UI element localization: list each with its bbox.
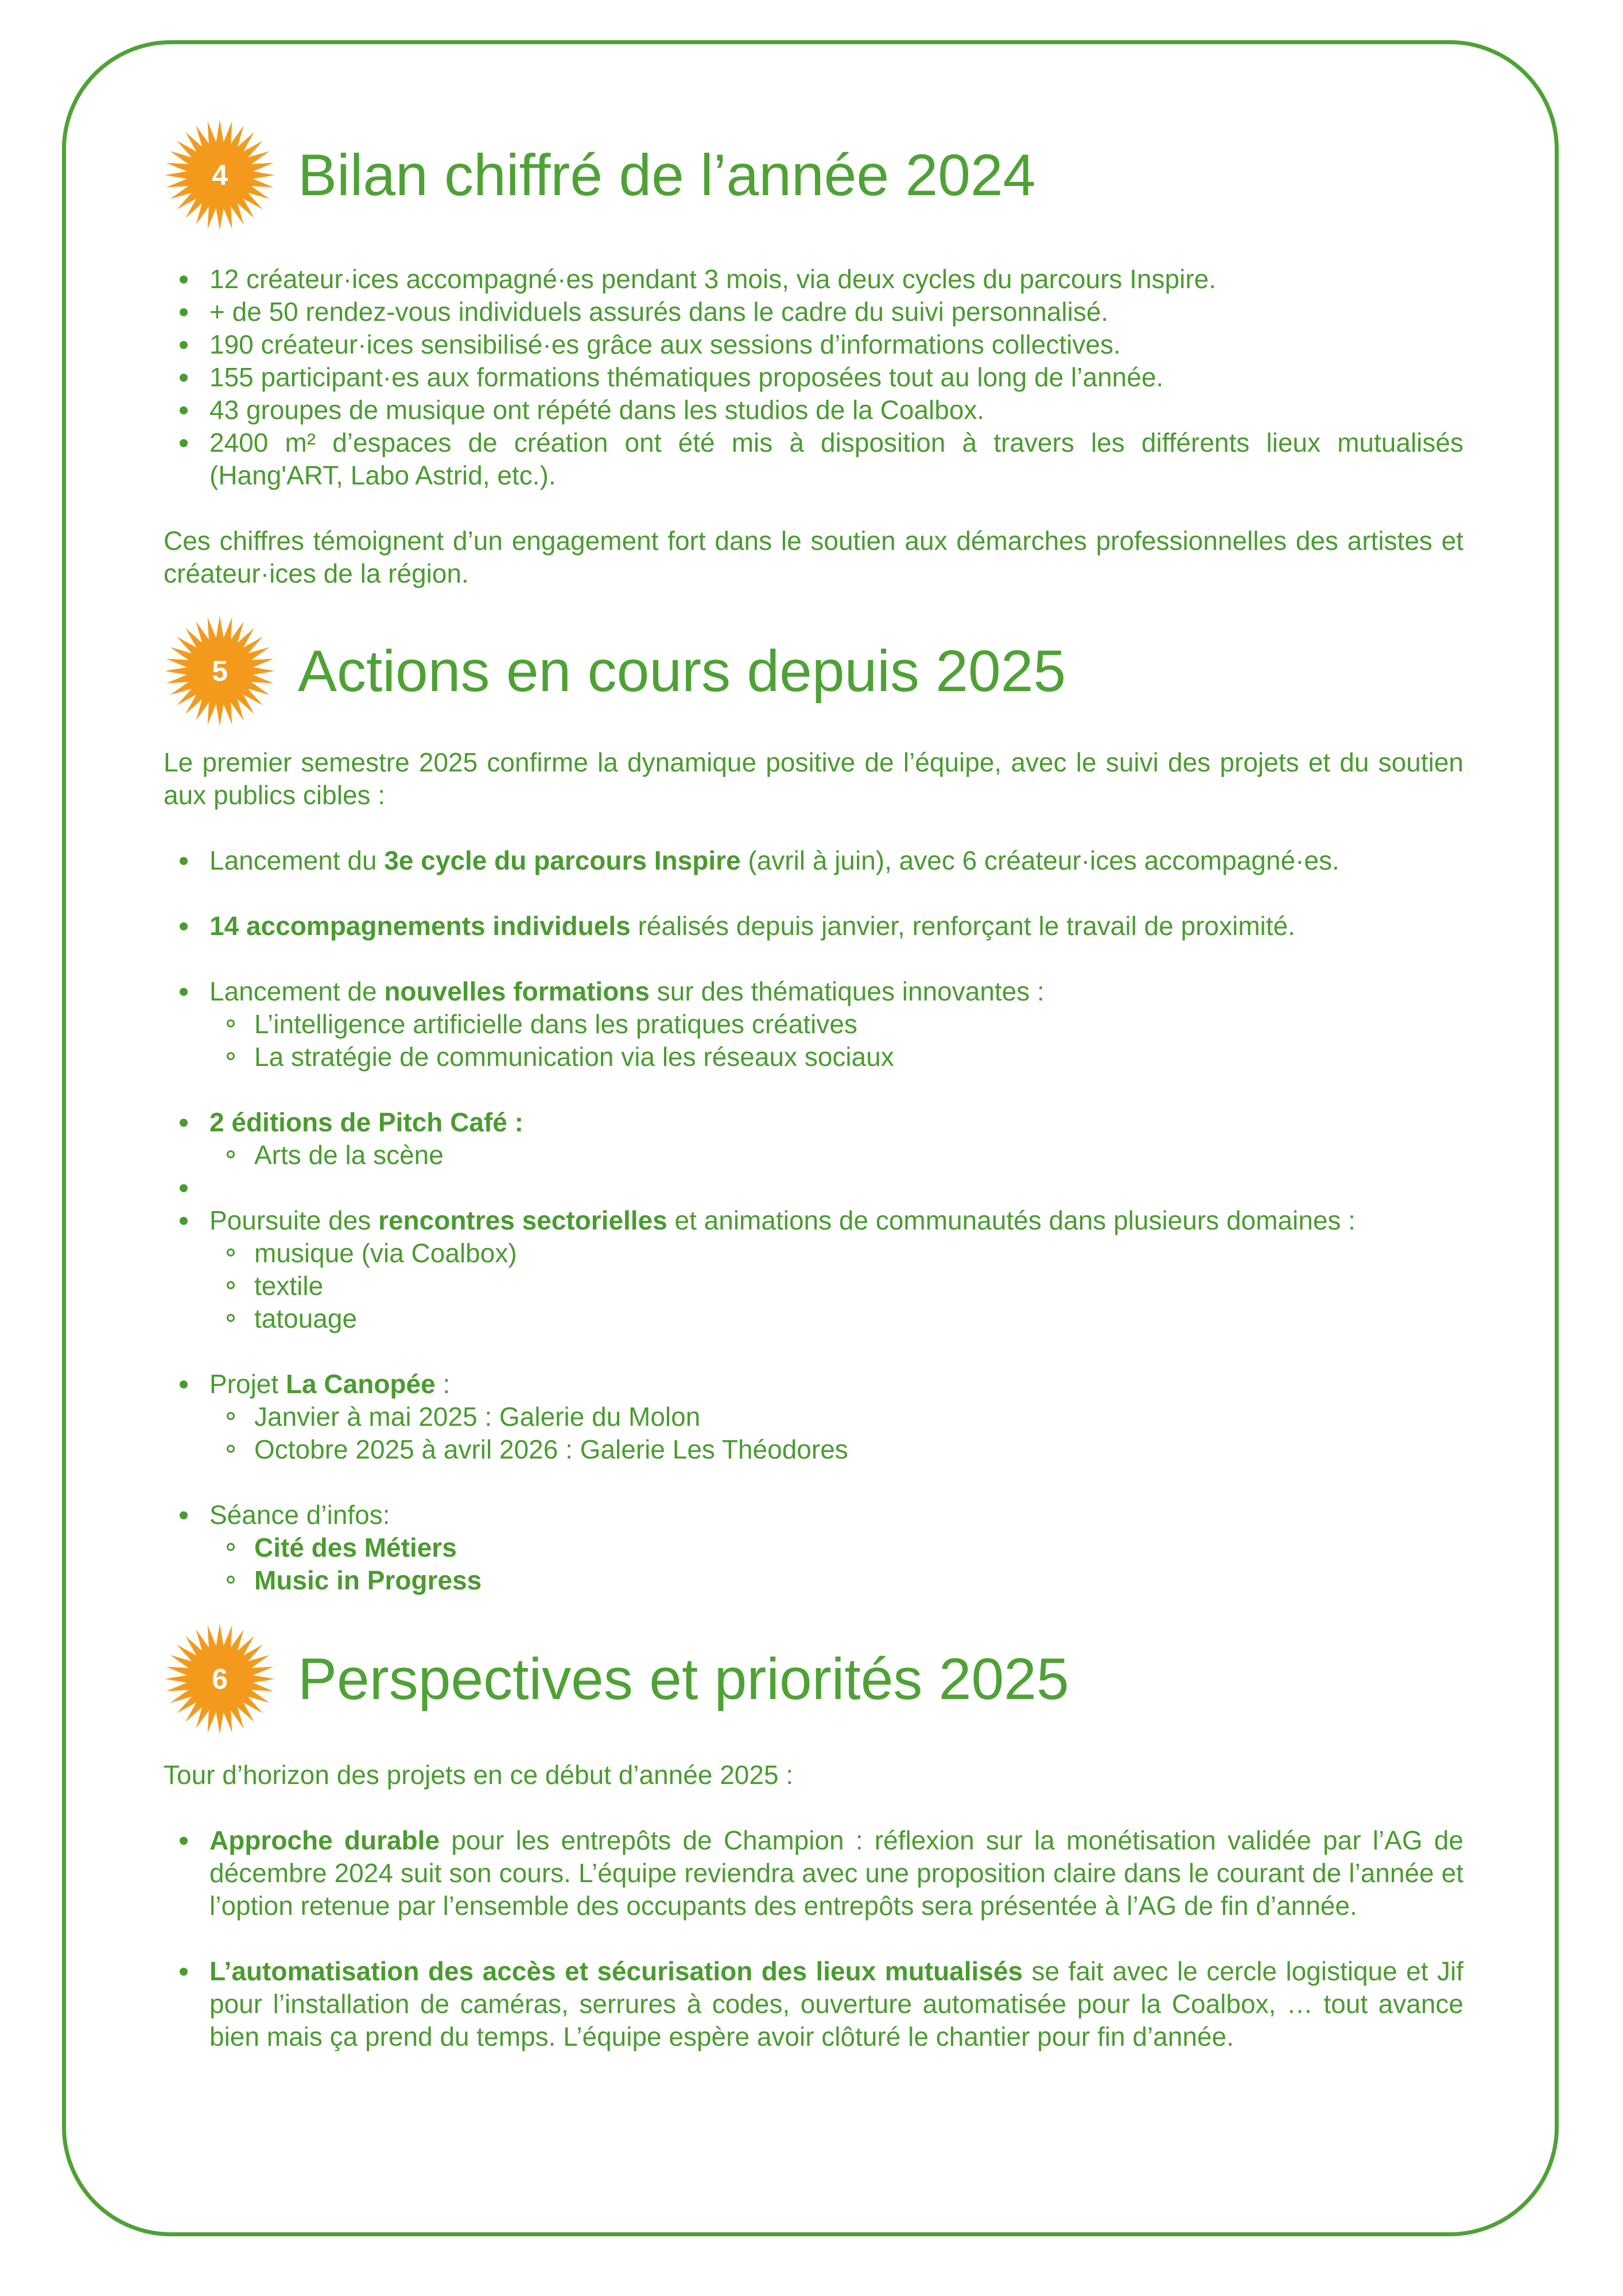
sub-list-item: Arts de la scène bbox=[254, 1139, 1463, 1172]
sub-list-item: L’intelligence artificielle dans les pratiques créatives bbox=[254, 1008, 1463, 1041]
section-6-header bbox=[162, 1619, 1463, 1739]
section-number: 6 bbox=[212, 1663, 228, 1695]
intro-paragraph: Le premier semestre 2025 confirme la dynamique positive de l’équipe, avec le suivi des projets et du soutien aux publics cibles : bbox=[164, 747, 1463, 810]
sub-list-item: Music in Progress bbox=[254, 1564, 1463, 1597]
sub-list-item: Octobre 2025 à avril 2026 : Galerie Les Théodores bbox=[254, 1433, 1463, 1466]
sun-badge-icon bbox=[162, 118, 277, 232]
list-item: 14 accompagnements individuels réalisés depuis janvier, renforçant le travail de proximité. bbox=[209, 910, 1463, 943]
sub-list bbox=[209, 1008, 1463, 1073]
sub-list-item: musique (via Coalbox) bbox=[254, 1237, 1463, 1270]
section-title: Perspectives et priorités 2025 bbox=[298, 1646, 1069, 1712]
section-title: Bilan chiffré de l’année 2024 bbox=[298, 142, 1036, 208]
list-item: L’automatisation des accès et sécurisation des lieux mutualisés se fait avec le cercle logistique et Jif pour l’installation de caméras, serrures à codes, ouverture automatisée pour la Coalbox, … tout avance bien mais ça prend du temps. L’équipe espère avoir clôturé le chantier pour fin d’année. bbox=[209, 1955, 1463, 2053]
sub-list bbox=[209, 1401, 1463, 1466]
section-number: 5 bbox=[212, 655, 228, 687]
list-item: Poursuite des rencontres sectorielles et animations de communautés dans plusieurs domaines : musique (via Coalbox) textile tatouage bbox=[209, 1204, 1463, 1335]
sub-list-item: Cité des Métiers bbox=[254, 1531, 1463, 1564]
list-item: Lancement du 3e cycle du parcours Inspire (avril à juin), avec 6 créateur·ices accompagné·es. bbox=[209, 844, 1463, 877]
list-item: 155 participant·es aux formations thématiques proposées tout au long de l’année. bbox=[209, 361, 1463, 394]
actions-list bbox=[164, 844, 1463, 1597]
sub-list bbox=[209, 1139, 1463, 1172]
page-content bbox=[164, 115, 1463, 2053]
section-4-header bbox=[162, 115, 1463, 235]
sub-list bbox=[209, 1531, 1463, 1597]
list-item: 2400 m² d’espaces de création ont été mis à disposition à travers les différents lieux mutualisés (Hang'ART, Labo Astrid, etc.). bbox=[209, 426, 1463, 492]
list-item: + de 50 rendez-vous individuels assurés dans le cadre du suivi personnalisé. bbox=[209, 296, 1463, 328]
sub-list-item: textile bbox=[254, 1270, 1463, 1302]
section-title: Actions en cours depuis 2025 bbox=[298, 638, 1066, 704]
priorities-list bbox=[164, 1824, 1463, 2053]
conclusion-paragraph: Ces chiffres témoignent d’un engagement fort dans le soutien aux démarches professionnelles des artistes et créateur·ices de la région. bbox=[164, 526, 1463, 588]
list-item: Séance d’infos: Cité des Métiers Music in Progress bbox=[209, 1499, 1463, 1597]
list-item: Lancement de nouvelles formations sur des thématiques innovantes : L’intelligence artificielle dans les pratiques créatives La stratégie de communication via les réseaux sociaux bbox=[209, 975, 1463, 1073]
intro-paragraph: Tour d’horizon des projets en ce début d’année 2025 : bbox=[164, 1760, 794, 1790]
sub-list-item: La stratégie de communication via les réseaux sociaux bbox=[254, 1041, 1463, 1073]
sun-badge-icon bbox=[162, 614, 277, 728]
list-item: Approche durable pour les entrepôts de Champion : réflexion sur la monétisation validée par l’AG de décembre 2024 suit son cours. L’équipe reviendra avec une proposition claire dans le courant de l’année et l’option retenue par l’ensemble des occupants des entrepôts sera présentée à l’AG de fin d’année. bbox=[209, 1824, 1463, 1922]
sun-badge-icon bbox=[162, 1622, 277, 1736]
stats-list bbox=[164, 263, 1463, 492]
list-item: 43 groupes de musique ont répété dans les studios de la Coalbox. bbox=[209, 394, 1463, 426]
list-item: 12 créateur·ices accompagné·es pendant 3 mois, via deux cycles du parcours Inspire. bbox=[209, 263, 1463, 296]
sub-list-item: Janvier à mai 2025 : Galerie du Molon bbox=[254, 1401, 1463, 1433]
list-item: 190 créateur·ices sensibilisé·es grâce aux sessions d’informations collectives. bbox=[209, 328, 1463, 361]
section-5-header bbox=[162, 611, 1463, 731]
list-item: Projet La Canopée : Janvier à mai 2025 : Galerie du Molon Octobre 2025 à avril 2026 : Galerie Les Théodores bbox=[209, 1368, 1463, 1466]
empty-list-item bbox=[209, 1172, 1463, 1204]
section-number: 4 bbox=[212, 159, 228, 191]
sub-list bbox=[209, 1237, 1463, 1335]
sub-list-item: tatouage bbox=[254, 1302, 1463, 1335]
list-item: 2 éditions de Pitch Café : Arts de la scène bbox=[209, 1106, 1463, 1172]
